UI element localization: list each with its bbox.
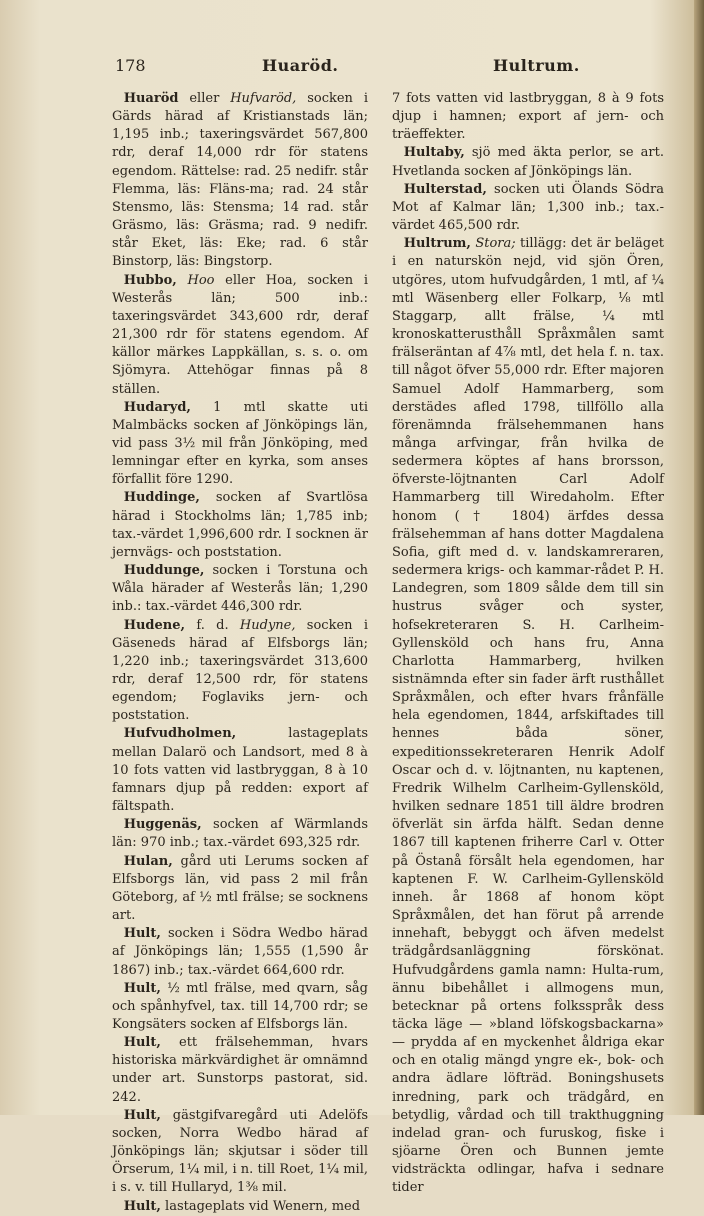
entry <box>112 617 368 726</box>
entry-headword: Huddinge, <box>123 490 200 506</box>
page-number: 178 <box>115 56 146 75</box>
entry-body: gästgifvaregård uti Adelöfs socken, Norra Wedbo härad af Jönköpings län; skjutsar i söder till Örserum, 1¼ mil, i n. till Roet, 1¼ mil, i s. v. till Hullaryd, 1⅜ mil. <box>112 1107 368 1196</box>
entry <box>112 399 368 490</box>
entry-body: socken i Gäseneds härad af Elfsborgs län; 1,220 inb.; taxeringsvärdet 313,600 rdr, deraf 12,500 rdr, för statens egendom; Foglaviks jern- och poststation. <box>112 617 368 724</box>
entry-body: ett frälsehemman, hvars historiska märkvärdighet är omnämnd under art. Sunstorps pastorat, sid. 242. <box>112 1035 368 1105</box>
entry-body: ½ mtl frälse, med qvarn, såg och spånhyfvel, tax. till 14,700 rdr; se Kongsäters socken af Elfsborgs län. <box>112 980 368 1032</box>
entry-headword: Hult, <box>123 926 161 942</box>
entry <box>112 562 368 616</box>
right-column <box>392 90 664 1198</box>
entry <box>112 816 368 852</box>
entry-headword: Hult, <box>123 980 161 996</box>
entry-body: gård uti Lerums socken af Elfsborgs län, vid pass 2 mil från Göteborg, af ½ mtl frälse; se socknens art. <box>112 853 368 924</box>
entry <box>392 144 664 180</box>
entry-headword: Hulan, <box>123 853 173 869</box>
entry-headword: Hudene, <box>123 617 186 633</box>
entry-variant: Stora; <box>475 236 516 252</box>
entry <box>112 1107 368 1198</box>
entry-headword: Hudaryd, <box>123 399 191 415</box>
entry <box>112 853 368 926</box>
entry-headword: Hubbo, <box>123 272 177 288</box>
running-head-left: Huaröd. <box>262 56 339 75</box>
page-header <box>0 56 704 84</box>
entry-headword: Hultrum, <box>403 236 471 252</box>
entry-body: socken i Södra Wedbo härad af Jönköpings län; 1,555 (1,590 år 1867) inb.; tax.-värdet 664,600 rdr. <box>112 926 368 978</box>
entry-body: eller Hoa, socken i Westerås län; 500 inb.: taxeringsvärdet 343,600 rdr, deraf 21,300 rdr för statens egendom. Af källor märkes Lappkällan, s. s. o. om Sjömyra. Attehögar finnas på 8 ställen. <box>112 272 368 397</box>
entry <box>112 489 368 562</box>
entry <box>112 272 368 399</box>
entry-body: tillägg: det är beläget i en naturskön nejd, vid sjön Ören, utgöres, utom hufvudgården, 1 mtl, af ¼ mtl Wäsenberg eller Folkarp, ⅛ mtl Staggarp, allt frälse, ¼ mtl kronoskatterusthåll Språxmålen samt frälseräntan af 4⅞ mtl, det hela f. n. tax. till något öfver 55,000 rdr. Efter majoren Samuel Adolf Hammarberg, som derstädes afled 1798, tillföllo alla förenämnda frälsehemmanen hans många arfvingar, från hvilka de sedermera köptes af hans brorsson, öfverste-löjtnanten Carl Adolf Hammarberg till Wiredaholm. Efter honom († 1804) ärfdes dessa frälsehemman af hans dotter Magdalena Sofia, gift med d. v. landskamreraren, sedermera krigs- och kammar-rådet P. H. Landegren, som 1809 sålde dem till sin hustrus svåger och syster, hofsekreteraren S. H. Carlheim-Gyllensköld och hans fru, Anna Charlotta Hammarberg, hvilken sistnämnda efter sin fader ärft rusthållet Språxmålen, och efter hvars frånfälle hela egendomen, 1844, arfskiftades till hennes båda söner, expeditionssekreteraren Henrik Adolf Oscar och d. v. löjtnanten, nu kaptenen, Fredrik Wilhelm Carlheim-Gyllensköld, hvilken sednare 1851 till äldre brodren öfverlät sin ärfda hälft. Sedan denne 1867 till kaptenen friherre Carl v. Otter på Östanå försålt hela egendomen, har kaptenen F. W. Carlheim-Gyllensköld inneh. år 1868 af honom köpt Språxmålen, det han förut på arrende innehaft, bebyggt och äfven medelst trädgårdsanläggning förskönat. Hufvudgårdens gamla namn: Hulta-rum, ännu bibehållet i allmogens mun, betecknar på ortens folksspråk dess täcka läge — »bland löfskogsbackarna» — prydda af en myckenhet åldriga ekar och en otalig mängd yngre ek-, bok- och andra ädlare löfträd. Boningshusets inredning, park och trädgård, en betydlig, vårdad och till trakthuggning indelad gran- och furuskog, fiske i sjöarne Ören och Bunnen jemte vidsträckta odlingar, hafva i sednare tider <box>392 236 664 1196</box>
entry-body: socken af Wärmlands län: 970 inb.; tax.-värdet 693,325 rdr. <box>112 817 368 851</box>
entry-variant: Hoo <box>187 272 215 288</box>
entry-headword: Hult, <box>123 1035 161 1051</box>
entry <box>392 90 664 144</box>
entry-headword: Huaröd <box>123 91 179 106</box>
entry-body: lastageplats vid Wenern, med <box>160 1198 361 1214</box>
entry-headword: Hult, <box>123 1198 161 1214</box>
entry-variant: Hudyne, <box>239 617 296 633</box>
entry <box>112 725 368 816</box>
entry-headword: Huggenäs, <box>123 817 202 833</box>
entry-headword: Hult, <box>123 1107 161 1123</box>
running-head-right: Hultrum. <box>493 56 580 75</box>
entry-body: sjö med äkta perlor, se art. Hvetlanda socken af Jönköpings län. <box>392 145 664 179</box>
entry <box>112 925 368 979</box>
entry-text: f. d. <box>185 617 240 633</box>
entry <box>112 1198 368 1216</box>
entry-headword: Huddunge, <box>123 563 205 579</box>
entry-headword: Hulterstad, <box>403 181 487 197</box>
entry-body: socken i Torstuna och Wåla härader af Westerås län; 1,290 inb.: tax.-värdet 446,300 rdr. <box>112 563 368 615</box>
entry-headword: Hultaby, <box>403 145 465 161</box>
entry <box>392 235 664 1197</box>
entry-variant: Hufvaröd, <box>230 91 297 106</box>
entry-body: 7 fots vatten vid lastbryggan, 8 à 9 fots djup i hamnen; export af jern- och träeffekter. <box>392 91 664 143</box>
entry-body: 1 mtl skatte uti Malmbäcks socken af Jönköpings län, vid pass 3½ mil från Jönköping, med lemningar efter en kyrka, som anses förfallit före 1290. <box>112 399 368 488</box>
page-edge <box>694 0 704 1115</box>
entry-text: eller <box>178 91 231 106</box>
entry-body: socken i Gärds härad af Kristianstads län; 1,195 inb.; taxeringsvärdet 567,800 rdr, deraf 14,000 rdr för statens egendom. Rättelse: rad. 25 nedifr. står Flemma, läs: Fläns-ma; rad. 24 står Stensmo, läs: Stensma; 14 rad. står Gräsmo, läs: Gräsma; rad. 9 nedifr. står Eket, läs: Eke; rad. 6 står Binstorp, läs: Bingstorp. <box>112 91 368 270</box>
entry-headword: Hufvudholmen, <box>123 726 237 742</box>
entry <box>112 90 368 272</box>
entry-body: socken uti Ölands Södra Mot af Kalmar län; 1,300 inb.; tax.-värdet 465,500 rdr. <box>392 181 664 234</box>
entry-body: lastageplats mellan Dalarö och Landsort, med 8 à 10 fots vatten vid lastbryggan, 8 à 10 famnars djup på redden: export af fältspath. <box>112 726 368 815</box>
entry-text <box>177 273 188 288</box>
entry <box>392 181 664 235</box>
left-column <box>112 90 368 1216</box>
entry <box>112 1034 368 1107</box>
entry <box>112 980 368 1034</box>
entry-body: socken af Svartlösa härad i Stockholms län; 1,785 inb; tax.-värdet 1,996,600 rdr. I socknen är jernvägs- och poststation. <box>112 490 368 560</box>
